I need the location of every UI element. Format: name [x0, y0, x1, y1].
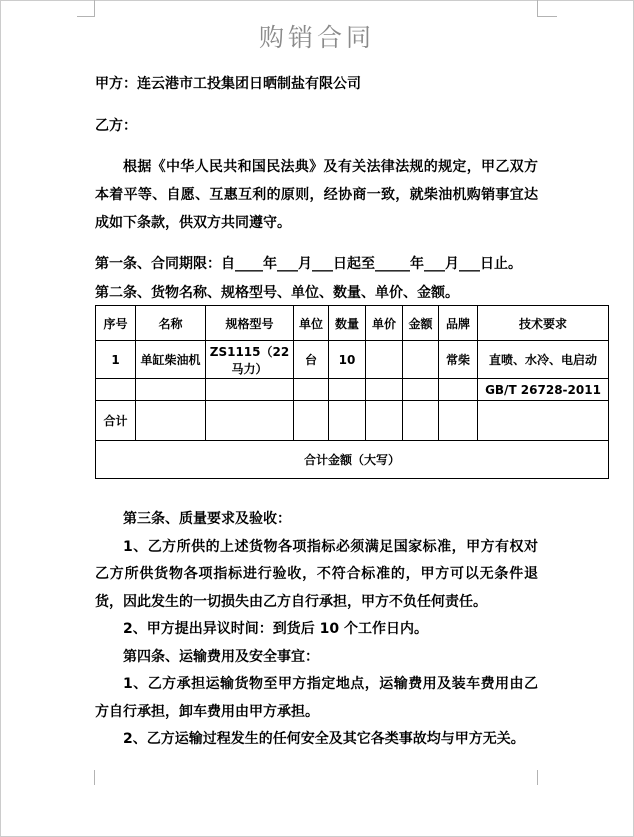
table-item-row [96, 341, 609, 379]
party-b-line: 乙方： [95, 118, 137, 134]
cell-qty [329, 401, 366, 441]
cell-unit [294, 401, 329, 441]
cell-price [366, 401, 403, 441]
clause-3-heading: 第三条、质量要求及验收： [123, 511, 291, 527]
cell-brand: 常柴 [439, 341, 478, 379]
cell-price [366, 341, 403, 379]
cell-name [136, 401, 206, 441]
table-total-row [96, 401, 609, 441]
boundary-mark-top-left [77, 16, 95, 17]
table-standard-row [96, 379, 609, 401]
clause-4-heading: 第四条、运输费用及安全事宜： [123, 648, 319, 665]
table-amount-row [96, 441, 609, 479]
cell-name: 单缸柴油机 [136, 341, 206, 379]
clauses-section [95, 506, 538, 754]
cell-price [366, 379, 403, 401]
cell-seq: 1 [96, 341, 136, 379]
cell-amount [403, 341, 439, 379]
header-unit: 单位 [294, 306, 329, 341]
cell-spec [206, 379, 294, 401]
party-a-line: 甲方：连云港市工投集团日晒制盐有限公司 [95, 76, 361, 92]
table-header-row [96, 306, 609, 341]
header-spec: 规格型号 [206, 306, 294, 341]
cell-spec [206, 401, 294, 441]
cell-unit [294, 379, 329, 401]
header-price: 单价 [366, 306, 403, 341]
cell-amount [403, 379, 439, 401]
clause-4-item-1: 1、乙方承担运输货物至甲方指定地点，运输费用及装车费用由乙方自行承担，卸车费用由甲方承担。 [95, 676, 538, 720]
cell-qty: 10 [329, 341, 366, 379]
cell-tech: 直喷、水冷、电启动 [478, 341, 609, 379]
cell-amount-in-words: 合计金额（大写） [96, 441, 609, 479]
cell-name [136, 379, 206, 401]
clause-3-item-1: 1、乙方所供的上述货物各项指标必须满足国家标准，甲方有权对乙方所供货物各项指标进行验收，不符合标准的，甲方可以无条件退货，因此发生的一切损失由乙方自行承担，甲方不负任何责任。 [95, 538, 538, 610]
cell-brand [439, 379, 478, 401]
clause-1-term: 第一条、合同期限：自____年___月___日起至_____年___月___日止。 [95, 256, 522, 272]
cell-qty [329, 379, 366, 401]
goods-table [95, 305, 609, 479]
clause-4-item-2: 2、乙方运输过程发生的任何安全及其它各类事故均与甲方无关。 [123, 731, 525, 747]
header-tech: 技术要求 [478, 306, 609, 341]
boundary-mark-bottom-left [94, 770, 95, 785]
cell-seq [96, 379, 136, 401]
header-amount: 金额 [403, 306, 439, 341]
header-brand: 品牌 [439, 306, 478, 341]
cell-brand [439, 401, 478, 441]
header-qty: 数量 [329, 306, 366, 341]
boundary-mark-bottom-right [537, 770, 538, 785]
cell-tech-standard: GB/T 26728-2011 [478, 379, 609, 401]
header-seq: 序号 [96, 306, 136, 341]
clause-2-heading: 第二条、货物名称、规格型号、单位、数量、单价、金额。 [95, 285, 459, 301]
boundary-mark-top-right [537, 16, 557, 17]
cell-unit: 台 [294, 341, 329, 379]
cell-total-label: 合计 [96, 401, 136, 441]
clause-3-item-2: 2、甲方提出异议时间：到货后 10 个工作日内。 [123, 621, 428, 637]
preamble-paragraph: 根据《中华人民共和国民法典》及有关法律法规的规定，甲乙双方本着平等、自愿、互惠互利的原则，经协商一致，就柴油机购销事宜达成如下条款，供双方共同遵守。 [95, 159, 538, 231]
cell-tech [478, 401, 609, 441]
document-title: 购销合同 [258, 23, 375, 52]
boundary-mark-top-right [537, 0, 538, 17]
header-name: 名称 [136, 306, 206, 341]
boundary-mark-top-left [94, 0, 95, 17]
cell-spec: ZS1115（22 马力） [206, 341, 294, 379]
cell-amount [403, 401, 439, 441]
